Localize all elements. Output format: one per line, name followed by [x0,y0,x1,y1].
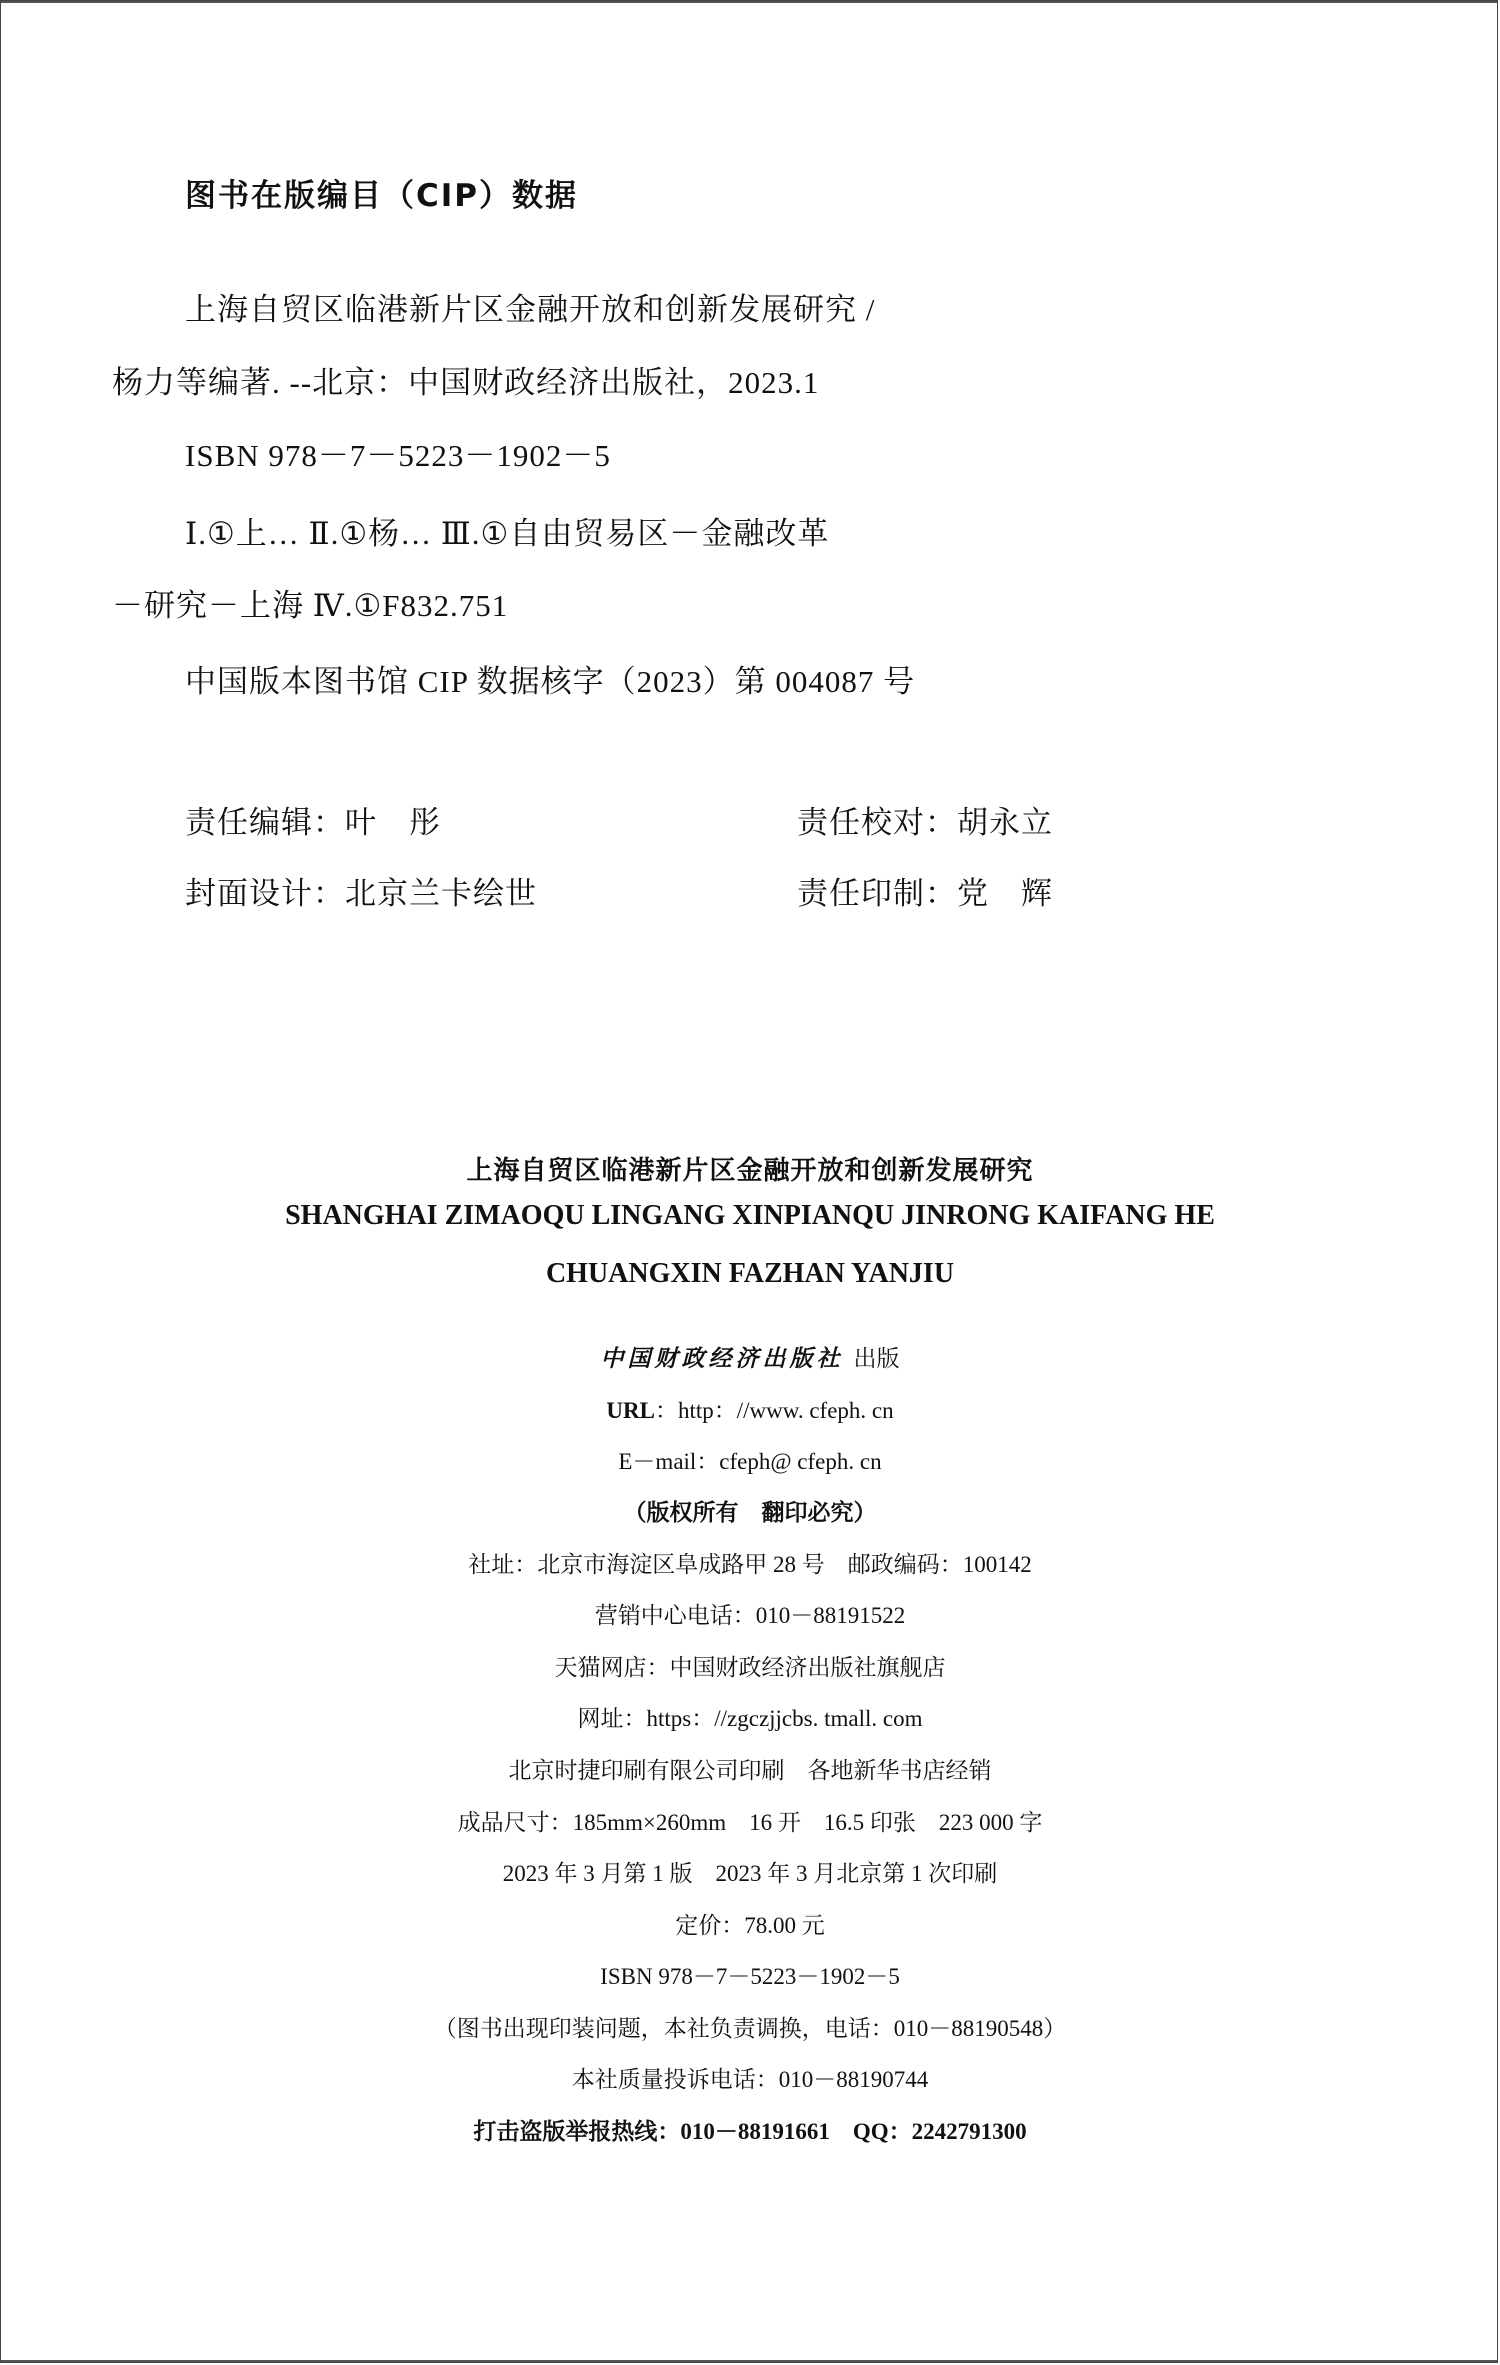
cip-author-publisher-line: 杨力等编著. --北京：中国财政经济出版社，2023.1 [112,365,820,400]
quality-complaint-phone: 本社质量投诉电话：010－88190744 [571,2067,929,2092]
staff-print-manager: 责任印制：党 辉 [797,876,1053,911]
cip-record-number: 中国版本图书馆 CIP 数据核字（2023）第 004087 号 [185,664,916,699]
cip-subject-line-1: Ⅰ.①上… Ⅱ.①杨… Ⅲ.①自由贸易区－金融改革 [185,516,830,551]
publisher-suffix: 出版 [853,1346,900,1371]
publisher-address: 社址：北京市海淀区阜成路甲 28 号 邮政编码：100142 [468,1552,1032,1577]
shop-website: 网址：https：//zgczjjcbs. tmall. com [577,1706,923,1731]
publisher-logo: 中国财政经济出版社 [600,1345,844,1372]
printer-distributor: 北京时捷印刷有限公司印刷 各地新华书店经销 [508,1758,992,1783]
isbn: ISBN 978－7－5223－1902－5 [600,1964,900,1989]
staff-proofreader: 责任校对：胡永立 [797,805,1053,840]
cip-isbn-line: ISBN 978－7－5223－1902－5 [185,438,611,473]
book-title-pinyin-line-1: SHANGHAI ZIMAOQU LINGANG XINPIANQU JINRONG KAIFANG HE [285,1200,1215,1231]
return-notice: （图书出现印装问题，本社负责调换，电话：010－88190548） [433,2016,1067,2041]
staff-editor: 责任编辑：叶 彤 [185,805,441,840]
sales-phone: 营销中心电话：010－88191522 [594,1603,906,1628]
book-title-pinyin-line-2: CHUANGXIN FAZHAN YANJIU [545,1258,955,1289]
book-format: 成品尺寸：185mm×260mm 16 开 16.5 印张 223 000 字 [457,1810,1043,1835]
url-line [0,1392,1500,1425]
edition-info: 2023 年 3 月第 1 版 2023 年 3 月北京第 1 次印刷 [502,1861,998,1886]
tmall-shop: 天猫网店：中国财政经济出版社旗舰店 [554,1655,946,1680]
cip-title-line: 上海自贸区临港新片区金融开放和创新发展研究 / [185,292,876,327]
url-label: URL [606,1398,655,1423]
copyright-notice: （版权所有 翻印必究） [623,1500,877,1526]
cip-heading: 图书在版编目（CIP）数据 [185,178,579,214]
publisher-line [0,1340,1500,1373]
staff-cover-design: 封面设计：北京兰卡绘世 [185,876,537,911]
price: 定价：78.00 元 [675,1913,825,1938]
book-title-chinese: 上海自贸区临港新片区金融开放和创新发展研究 [466,1156,1034,1186]
url-value: ：http：//www. cfeph. cn [654,1398,894,1423]
email-line: E－mail：cfeph@ cfeph. cn [618,1449,882,1474]
anti-piracy-hotline: 打击盗版举报热线：010－88191661 QQ：2242791300 [473,2119,1027,2144]
cip-subject-line-2: －研究－上海 Ⅳ.①F832.751 [112,588,509,623]
